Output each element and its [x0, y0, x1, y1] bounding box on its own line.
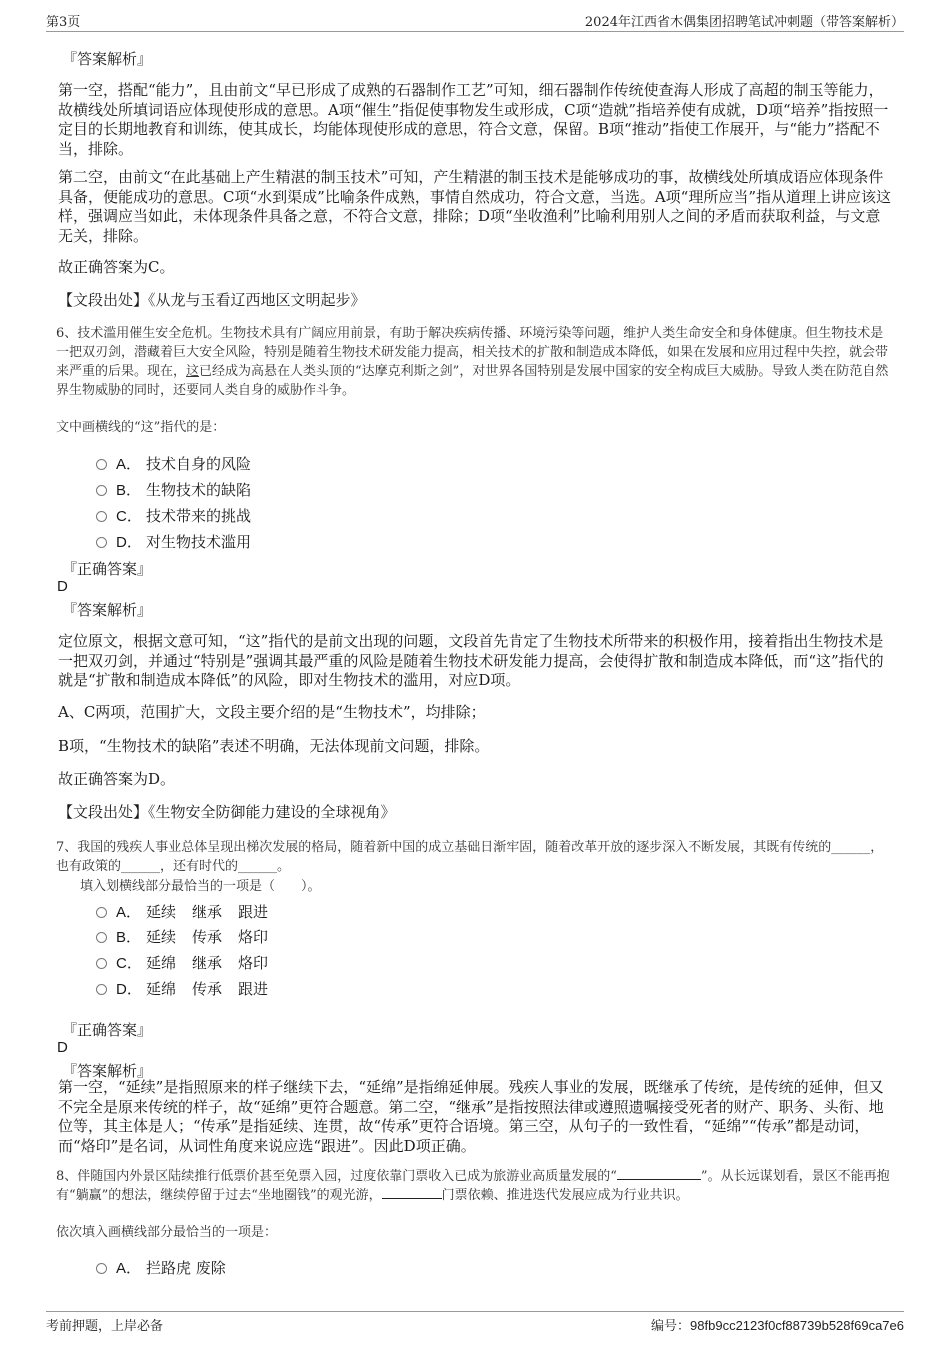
radio-button[interactable] — [96, 1263, 107, 1274]
blank — [382, 1186, 442, 1199]
page-header — [46, 11, 904, 32]
correct-answer: D — [57, 1039, 68, 1056]
question-8-prompt: 依次填入画横线部分最恰当的一项是： — [56, 1225, 278, 1240]
correct-answer-label: 『正确答案』 — [62, 560, 153, 578]
question-6-option-b[interactable]: B． 生物技术的缺陷 — [96, 479, 251, 499]
question-6-prompt: 文中画横线的“这”指代的是： — [56, 420, 226, 435]
question-7-option-d[interactable]: D． 延绵 传承 跟进 — [96, 978, 268, 998]
radio-button[interactable] — [96, 537, 107, 548]
analysis-paragraph: B项，“生物技术的缺陷”表述不明确，无法体现前文问题，排除。 — [58, 737, 490, 755]
question-8-option-a[interactable]: A． 拦路虎 废除 — [96, 1257, 226, 1277]
question-6-stem: 6、技术滥用催生安全危机。生物技术具有广阔应用前景，有助于解决疾病传播、环境污染等问题，维护人类生命安全和身体健康。但生物技术是一把双刃剑，潜藏着巨大安全风险，特别是随着生物技术研发能力提高，相关技术的扩散和制造成本降低，如果在发展和应用过程中失控，就会带来严重的后果。现在，这已经成为高悬在人类头顶的“达摩克利斯之剑”，对世界各国特别是发展中国家的安全构成巨大威胁。导致人类在防范自然界生物威胁的同时，还要同人类自身的威胁作斗争。 — [56, 326, 889, 398]
analysis-paragraph: 定位原文，根据文意可知，“这”指代的是前文出现的问题，文段首先肯定了生物技术所带来的积极作用，接着指出生物技术是一把双刃剑，并通过“特别是”强调其最严重的风险是随着生物技术研发能力提高，会使得扩散和制造成本降低，而“这”指代的就是“扩散和制造成本降低”的风险，即对生物技术的滥用，对应D项。 — [58, 632, 884, 689]
question-6-option-d[interactable]: D． 对生物技术滥用 — [96, 531, 251, 551]
correct-answer: D — [57, 578, 68, 595]
document-code: 编号：98fb9cc2123f0cf88739b528f69ca7e6 — [651, 1318, 904, 1334]
question-7-option-c[interactable]: C． 延绵 继承 烙印 — [96, 952, 268, 972]
radio-button[interactable] — [96, 511, 107, 522]
answer-statement: 故正确答案为C。 — [58, 258, 175, 276]
analysis-label: 『答案解析』 — [62, 1062, 153, 1080]
radio-button[interactable] — [96, 907, 107, 918]
question-7-stem: 7、我国的残疾人事业总体呈现出梯次发展的格局，随着新中国的成立基础日渐牢固，随着改革开放的逐步深入不断发展，其既有传统的______，也有政策的______，还有时代的______。 — [56, 840, 884, 874]
question-6-option-c[interactable]: C． 技术带来的挑战 — [96, 505, 251, 525]
analysis-paragraph: 第一空，“延续”是指照原来的样子继续下去，“延绵”是指绵延伸展。残疾人事业的发展，既继承了传统，是传统的延伸，但又不完全是原来传统的样子，故“延绵”更符合题意。第二空，“继承”是指按照法律或遵照遗嘱接受死者的财产、职务、头衔、地位等，其主体是人；“传承”是指延续、连贯，故“传承”更符合语境。第三空，从句子的一致性看，“延绵”“传承”都是动词，而“烙印”是名词，从词性角度来说应选“跟进”。因此D项正确。 — [58, 1078, 884, 1155]
radio-button[interactable] — [96, 984, 107, 995]
question-6-option-a[interactable]: A． 技术自身的风险 — [96, 453, 251, 473]
analysis-paragraph: 第一空，搭配“能力”，且由前文“早已形成了成熟的石器制作工艺”可知，细石器制作传统使查海人形成了高超的制玉等能力，故横线处所填词语应体现使形成的意思。A项“催生”指促使事物发生或形成，C项“造就”指培养使有成就，D项“培养”指按照一定目的长期地教育和训练，使其成长，均能体现使形成的意思，符合文意，保留。B项“推动”指使工作展开，与“能力”搭配不当，排除。 — [58, 81, 889, 158]
footer-slogan: 考前押题，上岸必备 — [46, 1319, 164, 1334]
underlined-word: 这 — [186, 364, 200, 379]
source-citation: 【文段出处】《从龙与玉看辽西地区文明起步》 — [58, 291, 366, 309]
question-7-prompt: 填入划横线部分最恰当的一项是（ ）。 — [80, 879, 321, 894]
question-7-option-b[interactable]: B． 延续 传承 烙印 — [96, 926, 268, 946]
analysis-paragraph: A、C两项，范围扩大，文段主要介绍的是“生物技术”，均排除； — [58, 703, 486, 721]
page-number: 第3页 — [46, 15, 81, 30]
page-footer — [46, 1311, 904, 1334]
source-citation: 【文段出处】《生物安全防御能力建设的全球视角》 — [58, 803, 396, 821]
blank: ______ — [121, 859, 161, 874]
question-7-option-a[interactable]: A． 延续 继承 跟进 — [96, 901, 268, 921]
analysis-paragraph: 第二空，由前文“在此基础上产生精湛的制玉技术”可知，产生精湛的制玉技术是能够成功的事，故横线处所填成语应体现条件具备，便能成功的意思。C项“水到渠成”比喻条件成熟，事情自然成功，符合文意，当选。A项“理所应当”指从道理上讲应该这样，强调应当如此，未体现条件具备之意，不符合文意，排除；D项“坐收渔利”比喻利用别人之间的矛盾而获取利益，与文意无关，排除。 — [58, 168, 891, 245]
blank — [617, 1167, 701, 1180]
blank: ______ — [238, 859, 278, 874]
question-8-stem: 8、伴随国内外景区陆续推行低票价甚至免票入园，过度依靠门票收入已成为旅游业高质量发展的“ ”。从长远谋划看，景区不能再抱有“躺赢”的想法，继续停留于过去“坐地圈钱”的观光游， 门票依赖、推进迭代发展应成为行业共识。 — [56, 1169, 890, 1203]
radio-button[interactable] — [96, 958, 107, 969]
radio-button[interactable] — [96, 459, 107, 470]
answer-statement: 故正确答案为D。 — [58, 770, 176, 788]
correct-answer-label: 『正确答案』 — [62, 1021, 153, 1039]
document-title: 2024年江西省木偶集团招聘笔试冲刺题（带答案解析） — [584, 15, 904, 30]
analysis-label: 『答案解析』 — [62, 50, 153, 68]
radio-button[interactable] — [96, 485, 107, 496]
radio-button[interactable] — [96, 932, 107, 943]
blank: ______ — [831, 840, 871, 855]
analysis-label: 『答案解析』 — [62, 601, 153, 619]
